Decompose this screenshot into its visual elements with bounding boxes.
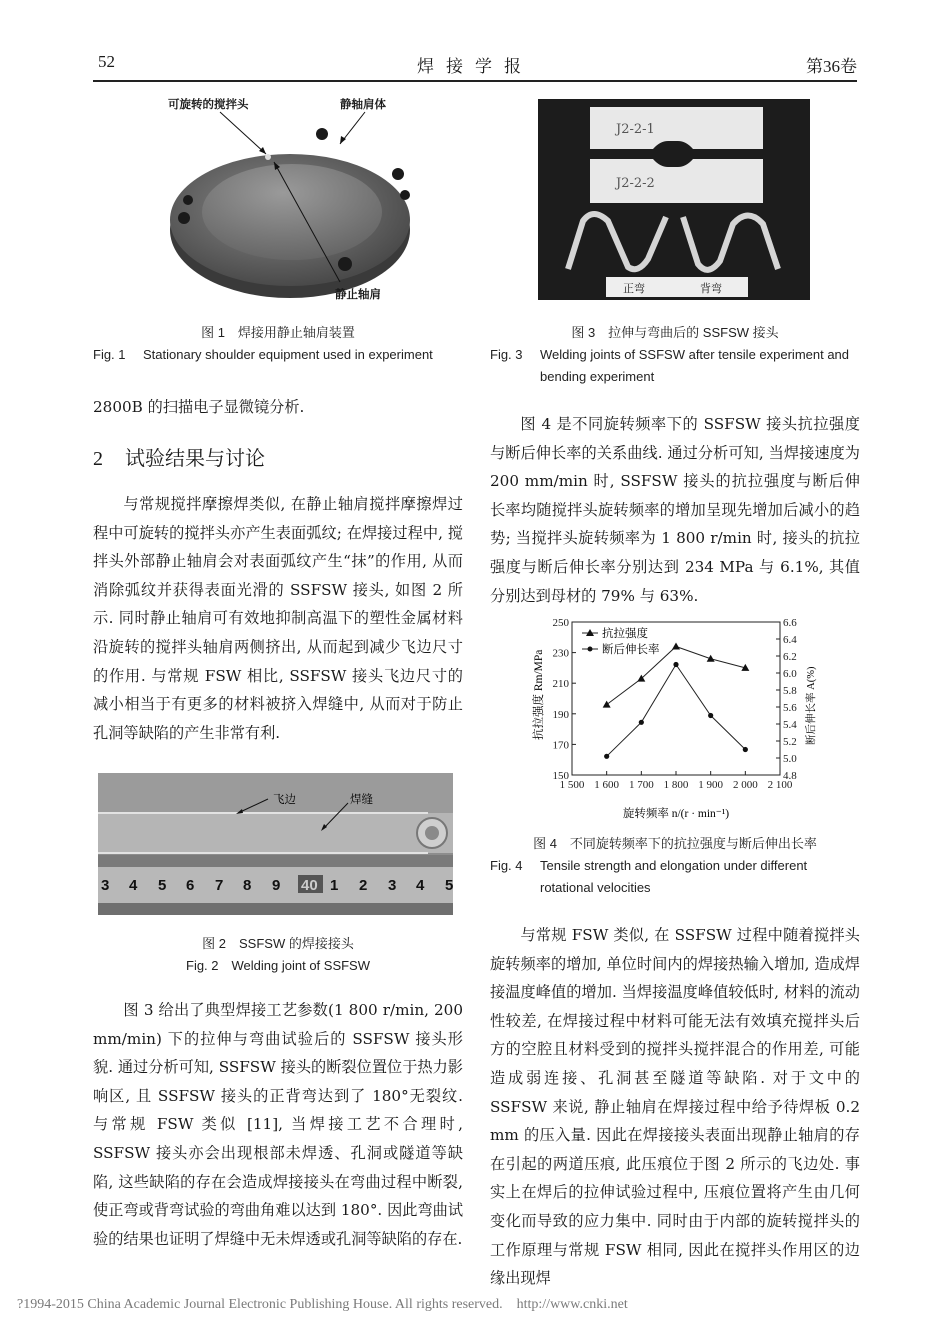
svg-text:170: 170 [552,739,569,752]
svg-text:1 800: 1 800 [663,779,689,791]
svg-text:6.4: 6.4 [783,634,797,646]
figure-4-chart [530,610,820,825]
data-point-circle-icon [639,720,644,725]
svg-text:6: 6 [186,877,195,894]
figure-2-caption-cn: 图 2 SSFSW 的焊接接头 [202,936,354,951]
figure-3-caption-cn: 图 3 拉伸与弯曲后的 SSFSW 接头 [571,325,779,340]
journal-title: 焊接学报 [417,57,533,77]
legend-elongation: 断后伸长率 [602,644,660,656]
svg-text:5.8: 5.8 [783,685,797,697]
svg-text:5: 5 [158,877,167,894]
data-point-circle-icon [708,713,713,718]
figure-4-caption-en: Fig. 4 Tensile strength and elongation under different rotational velocities [490,855,860,899]
svg-text:190: 190 [552,708,569,721]
stationary-shoulder-illustration [150,90,450,320]
data-point-triangle-icon [672,642,680,649]
callout-stationary-shoulder: 静止轴肩 [335,287,381,301]
figure-1-caption-en: Fig. 1 Stationary shoulder equipment used in experiment [93,344,463,366]
callout-weld-seam: 焊缝 [350,792,373,806]
svg-text:8: 8 [243,877,252,894]
svg-text:3: 3 [101,877,110,894]
svg-text:6.0: 6.0 [783,668,797,680]
figure-3-label: Fig. 3 [490,347,523,362]
specimen-photo [538,99,810,300]
figure-1-image [150,90,450,320]
copyright-footer [17,1297,628,1313]
svg-text:4.8: 4.8 [783,770,797,782]
svg-text:6.2: 6.2 [783,651,797,663]
left-paragraph-2: 图 3 给出了典型焊接工艺参数(1 800 r/min, 200 mm/min) 下的拉伸与弯曲试验后的 SSFSW 接头形貌. 通过分析可知, SSFSW 接头的断裂位置位于热力影响区, 且 SSFSW 接头的正背弯达到了 180°无裂纹. 与常规 FSW 类似 [11], 当焊接工艺不合理时, SSFSW 接头亦会出现根部未焊透、孔洞或隧道等缺陷, 这些缺陷的存在会造成焊接接头在弯曲过程中断裂, 使正弯或背弯试验的弯曲角难以达到 180°. 因此弯曲试验的结果也证明了焊缝中无未焊透或孔洞等缺陷的存在. [93,1001,464,1248]
specimen-label-1: J2-2-1 [616,122,655,137]
svg-text:4: 4 [416,877,425,894]
right-paragraph-1: 图 4 是不同旋转频率下的 SSFSW 接头抗拉强度与断后伸长率的关系曲线. 通过分析可知, 当焊接速度为 200 mm/min 时, SSFSW 接头的抗拉强度与断后伸长率均随搅拌头旋转频率的增加呈现先增加后减小的趋势; 当搅拌头旋转频率为 1 800 r/min 时, 接头的抗拉强度与断后伸长率分别达到 234 MPa 与 6.1%, 其值分别达到母材的 79% 与 63%. [490,415,860,605]
x-axis-label: 旋转频率 n/(r · min⁻¹) [622,808,730,820]
figure-1-caption [93,322,463,366]
bend-label-root: 背弯 [700,282,722,295]
svg-text:9: 9 [272,877,281,894]
right-paragraph-2: 与常规 FSW 类似, 在 SSFSW 过程中随着搅拌头旋转频率的增加, 单位时间内的焊接热输入增加, 造成焊接温度峰值的增加. 当焊接温度峰值较低时, 材料的流动性较差, 在焊接过程中材料可能无法有效填充搅拌头后方的空腔且材料受到的搅拌头搅拌混合的作用差, 可能造成弱连接、孔洞甚至隧道等缺陷. 对于文中的 SSFSW 来说, 静止轴肩在焊接过程中给予待焊板 0.2 mm 的压入量. 因此在焊接接头表面出现静止轴肩的存在引起的两道压痕, 此压痕位于图 2 所示的飞边处. 事实上在焊后的拉伸试验过程中, 压痕位置将产生由几何变化而导致的应力集中. 同时由于内部的旋转搅拌头的工作原理与常规 FSW 相同, 因此在搅拌头作用区的边缘出现焊 [490,926,860,1288]
volume-label: 第36卷 [806,57,857,76]
figure-3-caption [490,322,860,388]
svg-text:1 600: 1 600 [594,779,620,791]
callout-shoulder-body: 静轴肩体 [340,97,386,111]
y2-axis-label: 断后伸长率 A(%) [806,666,817,745]
svg-text:5: 5 [445,877,453,894]
svg-text:4: 4 [129,877,138,894]
figure-4-label: Fig. 4 [490,858,523,873]
svg-text:1 500: 1 500 [559,779,585,791]
svg-text:5.2: 5.2 [783,736,797,748]
left-paragraph-1: 与常规搅拌摩擦焊类似, 在静止轴肩搅拌摩擦焊过程中可旋转的搅拌头亦产生表面弧纹; 在焊接过程中, 搅拌头外部静止轴肩会对表面弧纹产生“抹”的作用, 从而消除弧纹并获得表面光滑的 SSFSW 接头, 如图 2 所示. 同时静止轴肩可有效地抑制高温下的塑性金属材料沿旋转的搅拌头轴肩两侧挤出, 从而起到减少飞边尺寸的作用. 与常规 FSW 相比, SSFSW 接头飞边尺寸的减小相当于有更多的材料被挤入焊缝中, 从而对于防止孔洞等缺陷的产生非常有利. [93,495,463,742]
tensile-elongation-line-chart [530,610,820,825]
svg-text:7: 7 [215,877,224,894]
cnki-link[interactable]: http://www.cnki.net [516,1297,628,1312]
copyright-text: ?1994-2015 China Academic Journal Electronic Publishing House. All rights reserved. [17,1297,503,1312]
svg-text:210: 210 [552,678,569,691]
svg-text:2 100: 2 100 [767,779,793,791]
svg-text:5.6: 5.6 [783,702,797,714]
figure-4-caption-cn: 图 4 不同旋转频率下的抗拉强度与断后伸出长率 [533,836,817,851]
data-point-circle-icon [743,747,748,752]
page-number: 52 [98,52,115,71]
specimen-label-2: J2-2-2 [616,176,655,191]
weld-joint-photo [98,773,453,915]
svg-text:3: 3 [388,877,397,894]
figure-1-label: Fig. 1 [93,347,126,362]
legend-tensile: 抗拉强度 [602,628,648,640]
figure-2-image [98,773,453,915]
svg-text:2 000: 2 000 [732,779,758,791]
y-axis-label: 抗拉强度 Rm/MPa [533,649,545,740]
section-number: 2 [93,448,103,470]
callout-flash: 飞边 [273,792,296,806]
svg-text:5.4: 5.4 [783,719,797,731]
section-heading [93,442,265,471]
svg-text:5.0: 5.0 [783,753,797,765]
figure-3-caption-en: Fig. 3 Welding joints of SSFSW after tensile experiment and bending experiment [490,344,860,388]
svg-text:1 700: 1 700 [628,779,654,791]
figure-2-caption-en: Fig. 2 Welding joint of SSFSW [186,958,370,973]
svg-text:1: 1 [330,877,339,894]
svg-text:6.6: 6.6 [783,617,797,629]
svg-text:1 900: 1 900 [698,779,724,791]
figure-4-caption [490,833,860,899]
figure-3-image [538,99,810,300]
figure-2-caption [93,933,463,977]
svg-text:230: 230 [552,647,569,660]
svg-text:40: 40 [301,877,318,894]
data-point-circle-icon [604,754,609,759]
bend-label-face: 正弯 [623,282,645,295]
data-point-triangle-icon [603,701,611,708]
figure-1-caption-cn: 图 1 焊接用静止轴肩装置 [201,325,355,340]
running-header [93,50,857,82]
data-point-circle-icon [673,662,678,667]
section-title: 试验结果与讨论 [125,446,265,470]
intro-line: 2800B 的扫描电子显微镜分析. [93,398,305,416]
callout-rotating-pin: 可旋转的搅拌头 [168,97,249,111]
svg-text:150: 150 [552,770,569,782]
svg-text:2: 2 [359,877,368,894]
legend-circle-icon [588,647,593,652]
svg-text:250: 250 [552,617,569,629]
